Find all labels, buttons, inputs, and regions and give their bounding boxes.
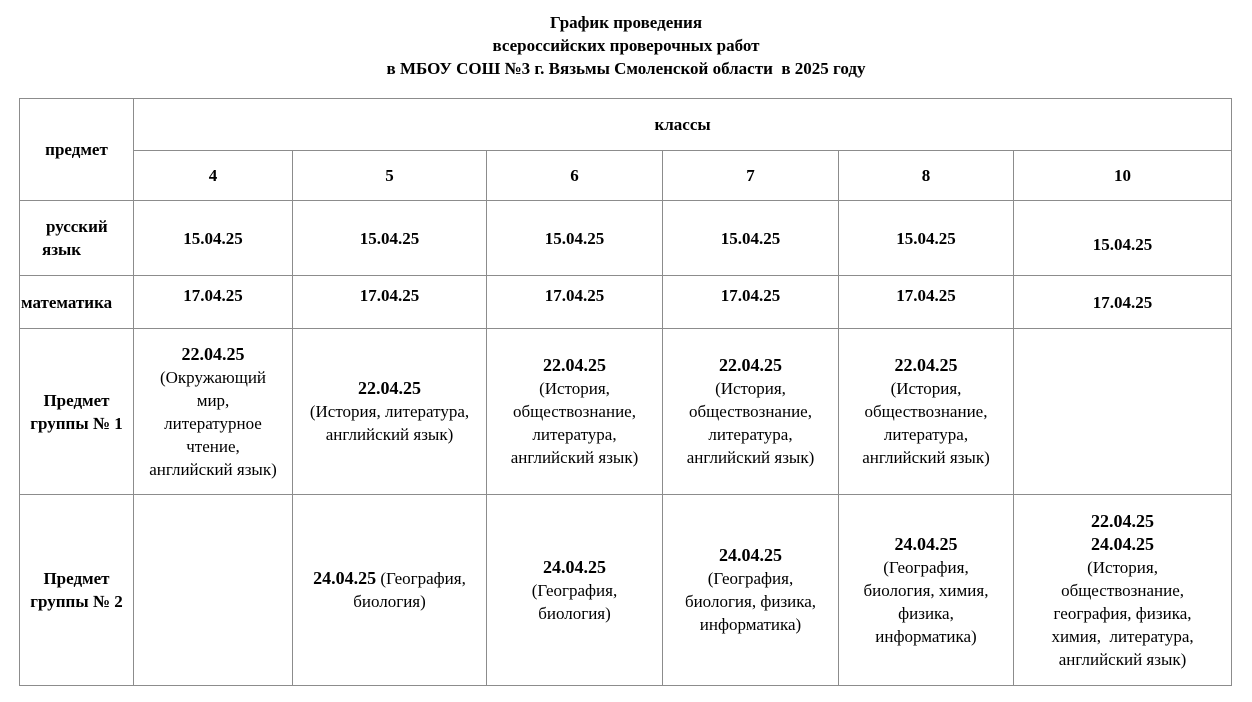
group1-subjects-8-line-1: (История, [890,379,962,398]
group1-subjects-8-line-4: английский язык) [862,448,990,467]
group2-subjects-10-line-5: английский язык) [1058,649,1187,669]
group2-date-5: 24.04.25 [313,568,377,588]
group1-subjects-6-line-1: (История, [539,379,610,398]
group2-date-8: 24.04.25 [894,533,958,554]
group1-subjects-5-line-1: (История, литература, [309,402,470,421]
group2-label-cell [20,495,134,686]
group2-subjects-7-line-1: (География, [707,569,794,588]
group1-label-line-2: группы № 1 [30,413,123,433]
group2-date-10-first: 22.04.25 [1091,510,1155,531]
russian-date-8: 15.04.25 [839,201,1014,276]
row-group-2 [20,495,1232,686]
group2-subjects-8-line-4: информатика) [875,626,977,646]
classes-header: классы [654,115,711,134]
group2-subjects-7-line-3: информатика) [699,615,802,634]
header-row-classes [20,99,1232,151]
group2-subjects-5-inline: (География, [376,569,466,588]
math-date-8: 17.04.25 [839,276,1014,329]
grade-header-5: 5 [293,151,487,201]
group2-cell-6 [487,495,663,686]
russian-date-4: 15.04.25 [134,201,293,276]
russian-date-7: 15.04.25 [663,201,839,276]
group2-cell-7 [663,495,839,686]
group2-date-6: 24.04.25 [543,556,606,577]
math-date-7: 17.04.25 [663,276,839,329]
math-date-5: 17.04.25 [293,276,487,329]
subject-header: предмет [45,140,108,159]
russian-label-line-1: русский [46,217,108,236]
group2-subjects-10-line-1: (История, [1087,557,1158,577]
group1-cell-8 [839,329,1014,495]
group1-date-4: 22.04.25 [181,343,245,364]
group2-cell-8 [839,495,1014,686]
group1-subjects-4-line-3: литературное [164,413,262,433]
group1-date-8: 22.04.25 [894,355,958,375]
group1-subjects-6-line-4: английский язык) [510,448,639,467]
group1-label-line-1: Предмет [43,390,110,410]
math-date-4: 17.04.25 [134,276,293,329]
schedule-table [19,98,1232,686]
group1-subjects-7-line-4: английский язык) [686,448,815,467]
group2-subjects-7-line-2: биология, физика, [684,592,817,611]
group1-cell-10 [1014,329,1232,495]
title-line-3: в МБОУ СОШ №3 г. Вязьмы Смоленской области в 2025 году [386,59,866,78]
group1-subjects-7-line-1: (История, [715,379,786,398]
math-date-10: 17.04.25 [1014,276,1232,329]
title-line-2: всероссийских проверочных работ [492,36,760,55]
group1-cell-6 [487,329,663,495]
math-label-cell [20,276,134,329]
group1-subjects-4-line-2: мир, [196,390,230,410]
row-math [20,276,1232,329]
group1-subjects-4-line-1: (Окружающий [159,367,267,387]
group2-cell-5 [293,495,487,686]
group1-subjects-4-line-5: английский язык) [149,459,277,479]
document-title [0,11,1252,80]
group1-label-cell [20,329,134,495]
group2-subjects-10-line-3: география, физика, [1053,603,1192,623]
group2-subjects-10-line-2: обществознание, [1061,580,1185,600]
row-russian [20,201,1232,276]
group1-subjects-6-line-3: литература, [532,425,617,444]
grade-header-7: 7 [663,151,839,201]
header-row-grades [20,151,1232,201]
group1-subjects-7-line-2: обществознание, [689,402,812,421]
classes-header-cell [134,99,1232,151]
group2-cell-10 [1014,495,1232,686]
group1-subjects-7-line-3: литература, [708,425,793,444]
group1-subjects-8-line-3: литература, [883,425,969,444]
group1-cell-5 [293,329,487,495]
group2-subjects-6-line-1: (География, [531,580,618,600]
grade-header-8: 8 [839,151,1014,201]
group2-date-10-second: 24.04.25 [1091,533,1155,554]
grade-header-4: 4 [134,151,293,201]
title-line-1: График проведения [549,13,703,32]
group1-subjects-8-line-2: обществознание, [864,402,988,421]
group2-subjects-10-line-4: химия, литература, [1051,626,1194,646]
group2-subjects-5-line-1: биология) [353,592,426,611]
group1-subjects-5-line-2: английский язык) [325,425,454,444]
group1-subjects-4-line-4: чтение, [186,436,240,456]
russian-date-10: 15.04.25 [1014,201,1232,276]
group2-subjects-8-line-1: (География, [883,557,969,577]
group1-date-7: 22.04.25 [719,355,782,375]
group1-cell-4 [134,329,293,495]
group2-label-line-2: группы № 2 [30,592,123,611]
russian-date-6: 15.04.25 [487,201,663,276]
grade-header-10: 10 [1014,151,1232,201]
group2-date-7: 24.04.25 [719,545,782,565]
group1-subjects-6-line-2: обществознание, [513,402,636,421]
grade-header-6: 6 [487,151,663,201]
group2-cell-4 [134,495,293,686]
russian-date-5: 15.04.25 [293,201,487,276]
group1-cell-7 [663,329,839,495]
math-date-6: 17.04.25 [487,276,663,329]
group1-date-6: 22.04.25 [543,355,606,375]
group2-subjects-8-line-3: физика, [898,603,954,623]
row-group-1 [20,329,1232,495]
group2-label-line-1: Предмет [43,569,110,588]
group2-subjects-8-line-2: биология, химия, [863,580,989,600]
russian-label-line-2: язык [42,240,82,259]
math-label: математика [21,292,113,312]
group1-date-5: 22.04.25 [358,378,421,398]
subject-header-cell [20,99,134,201]
russian-label-cell [20,201,134,276]
group2-subjects-6-line-2: биология) [538,603,611,623]
